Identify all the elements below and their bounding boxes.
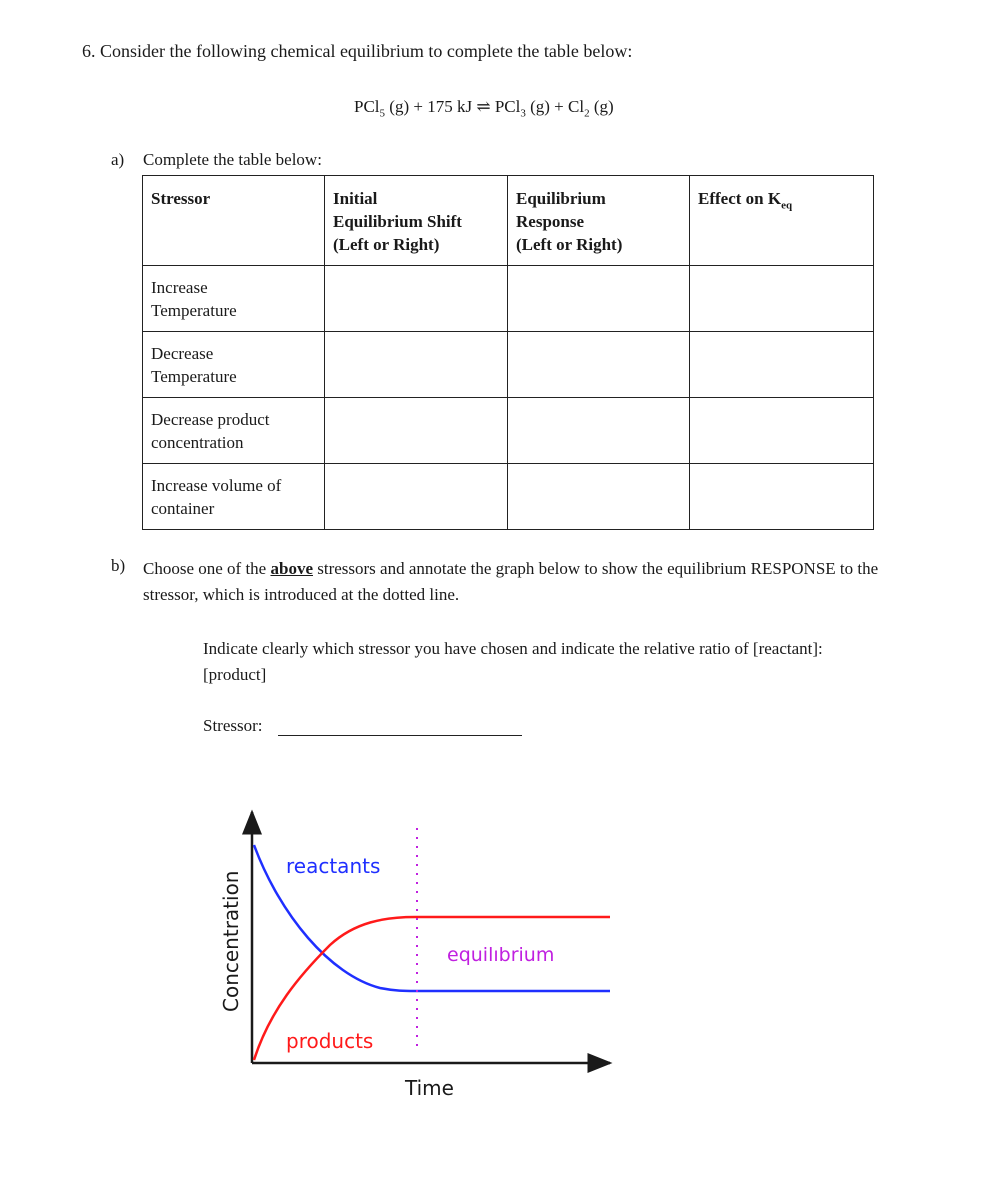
equilibrium-label: equilıbrium [447,944,555,966]
equation-product-1: PCl [490,97,521,116]
equilibrium-arrow-icon: ⇌ [476,97,491,116]
part-a-instruction: Complete the table below: [143,150,322,169]
products-label: products [286,1029,374,1053]
equation-product-2-subscript: 2 [584,107,590,120]
header-effect-on-keq: Effect on $K_{eq}$ [690,176,874,266]
emphasis-above: above [270,559,313,578]
equation-reactant-subscript: 5 [379,107,386,120]
stressor-cell: Increase volume of container [143,464,325,530]
stressor-label: Stressor: [203,716,263,735]
header-initial-shift: Initial Equilibrium Shift (Left or Right) [325,176,508,266]
part-b-label: b) [111,556,126,575]
x-axis-label: Time [405,1076,454,1100]
equation-reactant: PCl [354,97,380,116]
part-b-instruction: Choose one of the above stressors and annotate the graph below to show the equilibrium RESPONSE to the stressor, which is introduced at the dotted line. [143,559,879,604]
question-title: 6. Consider the following chemical equilibrium to complete the table below: [82,41,633,61]
y-axis-label: Concentration [219,870,243,1012]
stressor-cell: Decrease product concentration [143,398,325,464]
header-stressor: Stressor [143,176,325,266]
stressor-cell: Increase Temperature [143,266,325,332]
equation-product-1-phase: (g) + Cl [525,97,585,116]
indicate-instruction: Indicate clearly which stressor you have chosen and indicate the relative ratio of [reactant]:[product] [203,639,823,684]
equation-reactant-phase: (g) + 175 kJ [385,97,477,116]
reactants-label: reactants [286,854,381,878]
equation-product-2-phase: (g) [589,97,614,116]
equation-product-1-subscript: 3 [520,107,526,120]
stressor-cell: Decrease Temperature [143,332,325,398]
part-a-label: a) [111,150,125,169]
header-equilibrium-response: Equilibrium Response (Left or Right) [508,176,690,266]
